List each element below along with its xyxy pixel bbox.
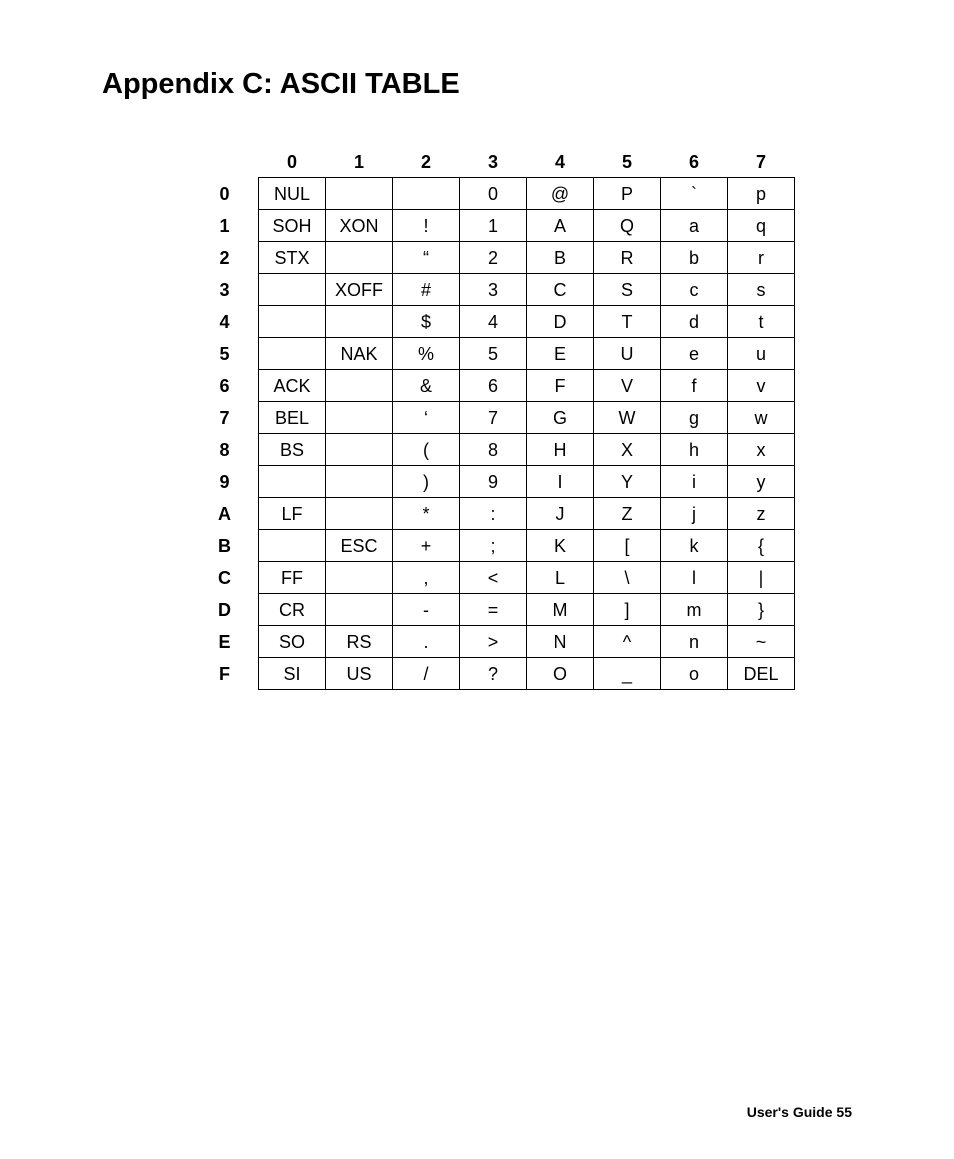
table-cell: E — [527, 338, 594, 370]
column-header: 0 — [286, 152, 297, 172]
header-corner — [191, 147, 259, 178]
table-cell: < — [460, 562, 527, 594]
row-header: 3 — [219, 279, 230, 300]
table-cell: STX — [259, 242, 326, 274]
table-cell: 7 — [460, 402, 527, 434]
table-cell: m — [661, 594, 728, 626]
column-header: 1 — [353, 152, 364, 172]
table-row — [191, 210, 795, 242]
page-footer: User's Guide 55 — [746, 1104, 852, 1120]
table-cell: Y — [594, 466, 661, 498]
table-cell: ~ — [728, 626, 795, 658]
table-cell — [259, 274, 326, 306]
table-cell: ` — [661, 178, 728, 210]
table-cell: n — [661, 626, 728, 658]
table-cell: R — [594, 242, 661, 274]
table-cell: % — [393, 338, 460, 370]
table-cell: p — [728, 178, 795, 210]
table-cell: v — [728, 370, 795, 402]
table-cell: e — [661, 338, 728, 370]
table-cell: h — [661, 434, 728, 466]
row-header: 9 — [219, 471, 230, 492]
table-cell: M — [527, 594, 594, 626]
table-cell: j — [661, 498, 728, 530]
row-header: 6 — [219, 375, 230, 396]
row-header: F — [219, 663, 230, 684]
table-cell: a — [661, 210, 728, 242]
column-header: 3 — [487, 152, 498, 172]
table-cell: Q — [594, 210, 661, 242]
table-row — [191, 274, 795, 306]
table-cell: ‘ — [393, 402, 460, 434]
table-cell: ] — [594, 594, 661, 626]
table-cell — [326, 434, 393, 466]
table-cell: > — [460, 626, 527, 658]
table-row — [191, 530, 795, 562]
table-cell: RS — [326, 626, 393, 658]
table-cell: 9 — [460, 466, 527, 498]
table-cell: A — [527, 210, 594, 242]
table-cell: . — [393, 626, 460, 658]
table-cell: SI — [259, 658, 326, 690]
table-cell: d — [661, 306, 728, 338]
row-header: C — [218, 567, 231, 588]
table-cell: 1 — [460, 210, 527, 242]
table-cell: BEL — [259, 402, 326, 434]
table-cell: NAK — [326, 338, 393, 370]
table-cell — [259, 306, 326, 338]
table-cell: 6 — [460, 370, 527, 402]
column-header: 4 — [554, 152, 565, 172]
table-cell: 0 — [460, 178, 527, 210]
table-cell: ESC — [326, 530, 393, 562]
table-row — [191, 498, 795, 530]
table-cell: DEL — [728, 658, 795, 690]
table-cell: W — [594, 402, 661, 434]
table-cell: l — [661, 562, 728, 594]
table-row — [191, 402, 795, 434]
table-cell: } — [728, 594, 795, 626]
row-header: 5 — [219, 343, 230, 364]
table-cell — [326, 402, 393, 434]
table-cell: 4 — [460, 306, 527, 338]
table-cell: Z — [594, 498, 661, 530]
table-row — [191, 594, 795, 626]
table-cell — [326, 466, 393, 498]
table-cell — [326, 178, 393, 210]
column-header-row — [191, 147, 795, 178]
table-cell: LF — [259, 498, 326, 530]
table-cell: o — [661, 658, 728, 690]
table-row — [191, 658, 795, 690]
table-row — [191, 338, 795, 370]
table-cell: , — [393, 562, 460, 594]
table-cell: ^ — [594, 626, 661, 658]
table-cell: XOFF — [326, 274, 393, 306]
table-cell: t — [728, 306, 795, 338]
table-cell: ! — [393, 210, 460, 242]
table-cell: = — [460, 594, 527, 626]
table-row — [191, 562, 795, 594]
table-cell: F — [527, 370, 594, 402]
table-cell: K — [527, 530, 594, 562]
table-cell — [326, 498, 393, 530]
table-cell: C — [527, 274, 594, 306]
row-header: B — [218, 535, 231, 556]
table-cell: c — [661, 274, 728, 306]
table-cell: | — [728, 562, 795, 594]
row-header: 1 — [219, 215, 230, 236]
table-cell: J — [527, 498, 594, 530]
table-cell — [326, 242, 393, 274]
table-cell: 3 — [460, 274, 527, 306]
table-cell: 5 — [460, 338, 527, 370]
table-cell: P — [594, 178, 661, 210]
table-cell: U — [594, 338, 661, 370]
ascii-table — [191, 147, 795, 690]
table-cell: B — [527, 242, 594, 274]
row-header: 7 — [219, 407, 230, 428]
table-cell: $ — [393, 306, 460, 338]
table-cell: D — [527, 306, 594, 338]
row-header: D — [218, 599, 231, 620]
table-row — [191, 242, 795, 274]
table-cell: y — [728, 466, 795, 498]
table-cell — [393, 178, 460, 210]
table-cell — [259, 466, 326, 498]
table-cell: V — [594, 370, 661, 402]
table-cell: / — [393, 658, 460, 690]
row-header: 0 — [219, 183, 230, 204]
table-cell — [326, 370, 393, 402]
table-cell: k — [661, 530, 728, 562]
page-title: Appendix C: ASCII TABLE — [102, 68, 460, 100]
table-row — [191, 370, 795, 402]
table-cell — [326, 306, 393, 338]
table-body — [191, 178, 795, 690]
table-cell: f — [661, 370, 728, 402]
column-header: 2 — [420, 152, 431, 172]
row-header: A — [218, 503, 231, 524]
table-cell: G — [527, 402, 594, 434]
table-cell: ; — [460, 530, 527, 562]
column-header: 7 — [755, 152, 766, 172]
table-row — [191, 626, 795, 658]
table-cell: X — [594, 434, 661, 466]
table-cell: _ — [594, 658, 661, 690]
row-header: 2 — [219, 247, 230, 268]
table-cell: T — [594, 306, 661, 338]
table-cell: N — [527, 626, 594, 658]
table-cell: s — [728, 274, 795, 306]
table-cell: + — [393, 530, 460, 562]
row-header: E — [218, 631, 231, 652]
row-header: 4 — [219, 311, 230, 332]
table-cell — [259, 530, 326, 562]
table-cell — [259, 338, 326, 370]
table-cell: “ — [393, 242, 460, 274]
table-cell: x — [728, 434, 795, 466]
table-row — [191, 434, 795, 466]
table-cell: SO — [259, 626, 326, 658]
table-cell: ( — [393, 434, 460, 466]
table-cell: - — [393, 594, 460, 626]
table-cell: O — [527, 658, 594, 690]
row-header: 8 — [219, 439, 230, 460]
table-cell: FF — [259, 562, 326, 594]
table-cell: 2 — [460, 242, 527, 274]
table-cell: : — [460, 498, 527, 530]
table-cell: z — [728, 498, 795, 530]
table-cell: US — [326, 658, 393, 690]
table-cell: I — [527, 466, 594, 498]
table-row — [191, 466, 795, 498]
column-header: 6 — [688, 152, 699, 172]
column-header: 5 — [621, 152, 632, 172]
table-row — [191, 178, 795, 210]
table-cell: & — [393, 370, 460, 402]
table-cell: [ — [594, 530, 661, 562]
table-cell: # — [393, 274, 460, 306]
table-cell: b — [661, 242, 728, 274]
table-cell: ? — [460, 658, 527, 690]
table-cell: H — [527, 434, 594, 466]
table-cell — [326, 562, 393, 594]
table-cell: w — [728, 402, 795, 434]
table-cell: S — [594, 274, 661, 306]
table-cell: NUL — [259, 178, 326, 210]
table-cell: @ — [527, 178, 594, 210]
table-cell: i — [661, 466, 728, 498]
table-row — [191, 306, 795, 338]
table-cell: { — [728, 530, 795, 562]
table-cell: ) — [393, 466, 460, 498]
table-cell: r — [728, 242, 795, 274]
table-cell: XON — [326, 210, 393, 242]
table-cell: L — [527, 562, 594, 594]
table-cell — [326, 594, 393, 626]
table-cell: BS — [259, 434, 326, 466]
table-cell: CR — [259, 594, 326, 626]
table-cell: u — [728, 338, 795, 370]
table-cell: 8 — [460, 434, 527, 466]
table-cell: q — [728, 210, 795, 242]
table-cell: * — [393, 498, 460, 530]
table-cell: g — [661, 402, 728, 434]
table-cell: ACK — [259, 370, 326, 402]
table-cell: SOH — [259, 210, 326, 242]
table-cell: \ — [594, 562, 661, 594]
